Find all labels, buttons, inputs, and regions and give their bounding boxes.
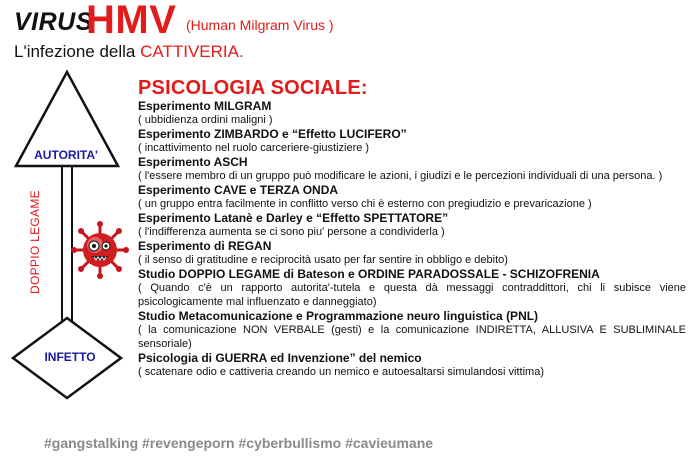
experiment-name: Esperimento ZIMBARDO e “Effetto LUCIFERO” [138, 127, 407, 141]
experiment-list [138, 99, 686, 379]
list-item [138, 309, 686, 351]
hashtags: #gangstalking #revengeporn #cyberbullismo #cavieumane [44, 435, 434, 451]
list-item [138, 211, 686, 239]
experiment-desc: ( incattivimento nel ruolo carceriere-giustiziere ) [138, 142, 370, 154]
experiment-desc: ( la comunicazione NON VERBALE (gesti) e la comunicazione INDIRETTA, ALLUSIVA E SUBLIMINALE sensoriale) [138, 324, 686, 350]
list-item [138, 239, 686, 267]
subtitle-highlight: CATTIVERIA. [140, 42, 244, 61]
experiment-desc: ( ubbidienza ordini maligni ) [138, 114, 273, 126]
title-hmv: HMV [86, 0, 177, 42]
subtitle-prefix: L'infezione della [14, 42, 141, 61]
list-item [138, 127, 686, 155]
experiment-name: Esperimento MILGRAM [138, 99, 272, 113]
section-heading: PSICOLOGIA SOCIALE: [138, 77, 368, 99]
list-item [138, 183, 686, 211]
experiment-name: Esperimento CAVE e TERZA ONDA [138, 183, 339, 197]
virus-icon [71, 221, 129, 279]
list-item [138, 351, 686, 379]
experiment-name: Esperimento di REGAN [138, 239, 272, 253]
experiment-name: Studio DOPPIO LEGAME di Bateson e ORDINE PARADOSSALE - SCHIZOFRENIA [138, 267, 600, 281]
experiment-name: Psicologia di GUERRA ed Invenzione” del nemico [138, 351, 422, 365]
experiment-desc: ( il senso di gratitudine e reciprocità usato per far sentire in obbligo e debito) [138, 254, 508, 266]
experiment-desc: ( un gruppo entra facilmente in conflitto verso chi è esterno con pregiudizio e prevaricazione ) [138, 198, 592, 210]
experiment-desc: ( l'indifferenza aumenta se ci sono piu' persone a condividerla ) [138, 226, 445, 238]
list-item [138, 99, 686, 127]
experiment-name: Esperimento ASCH [138, 155, 248, 169]
authority-diagram [0, 0, 140, 430]
list-item [138, 155, 686, 183]
title-full-name: (Human Milgram Virus ) [186, 17, 334, 33]
title-virus: VIRUS [14, 8, 93, 36]
double-bind-label: DOPPIO LEGAME [28, 190, 42, 294]
infected-label: INFETTO [44, 350, 96, 364]
experiment-desc: ( scatenare odio e cattiveria creando un nemico e autoesaltarsi simulandosi vittima) [138, 366, 544, 378]
experiment-desc: ( Quando c'è un rapporto autorita'-tutela e questa dà messaggi contraddittori, chi li subisce viene psicologicamente mal influenzato e danneggiato) [138, 282, 686, 308]
experiment-desc: ( l'essere membro di un gruppo può modificare le azioni, i giudizi e le percezioni individuali di una persona. ) [138, 170, 663, 182]
list-item [138, 267, 686, 309]
experiment-name: Esperimento Latanè e Darley e “Effetto SPETTATORE” [138, 211, 449, 225]
experiment-name: Studio Metacomunicazione e Programmazione neuro linguistica (PNL) [138, 309, 539, 323]
authority-label: AUTORITA' [34, 148, 98, 162]
